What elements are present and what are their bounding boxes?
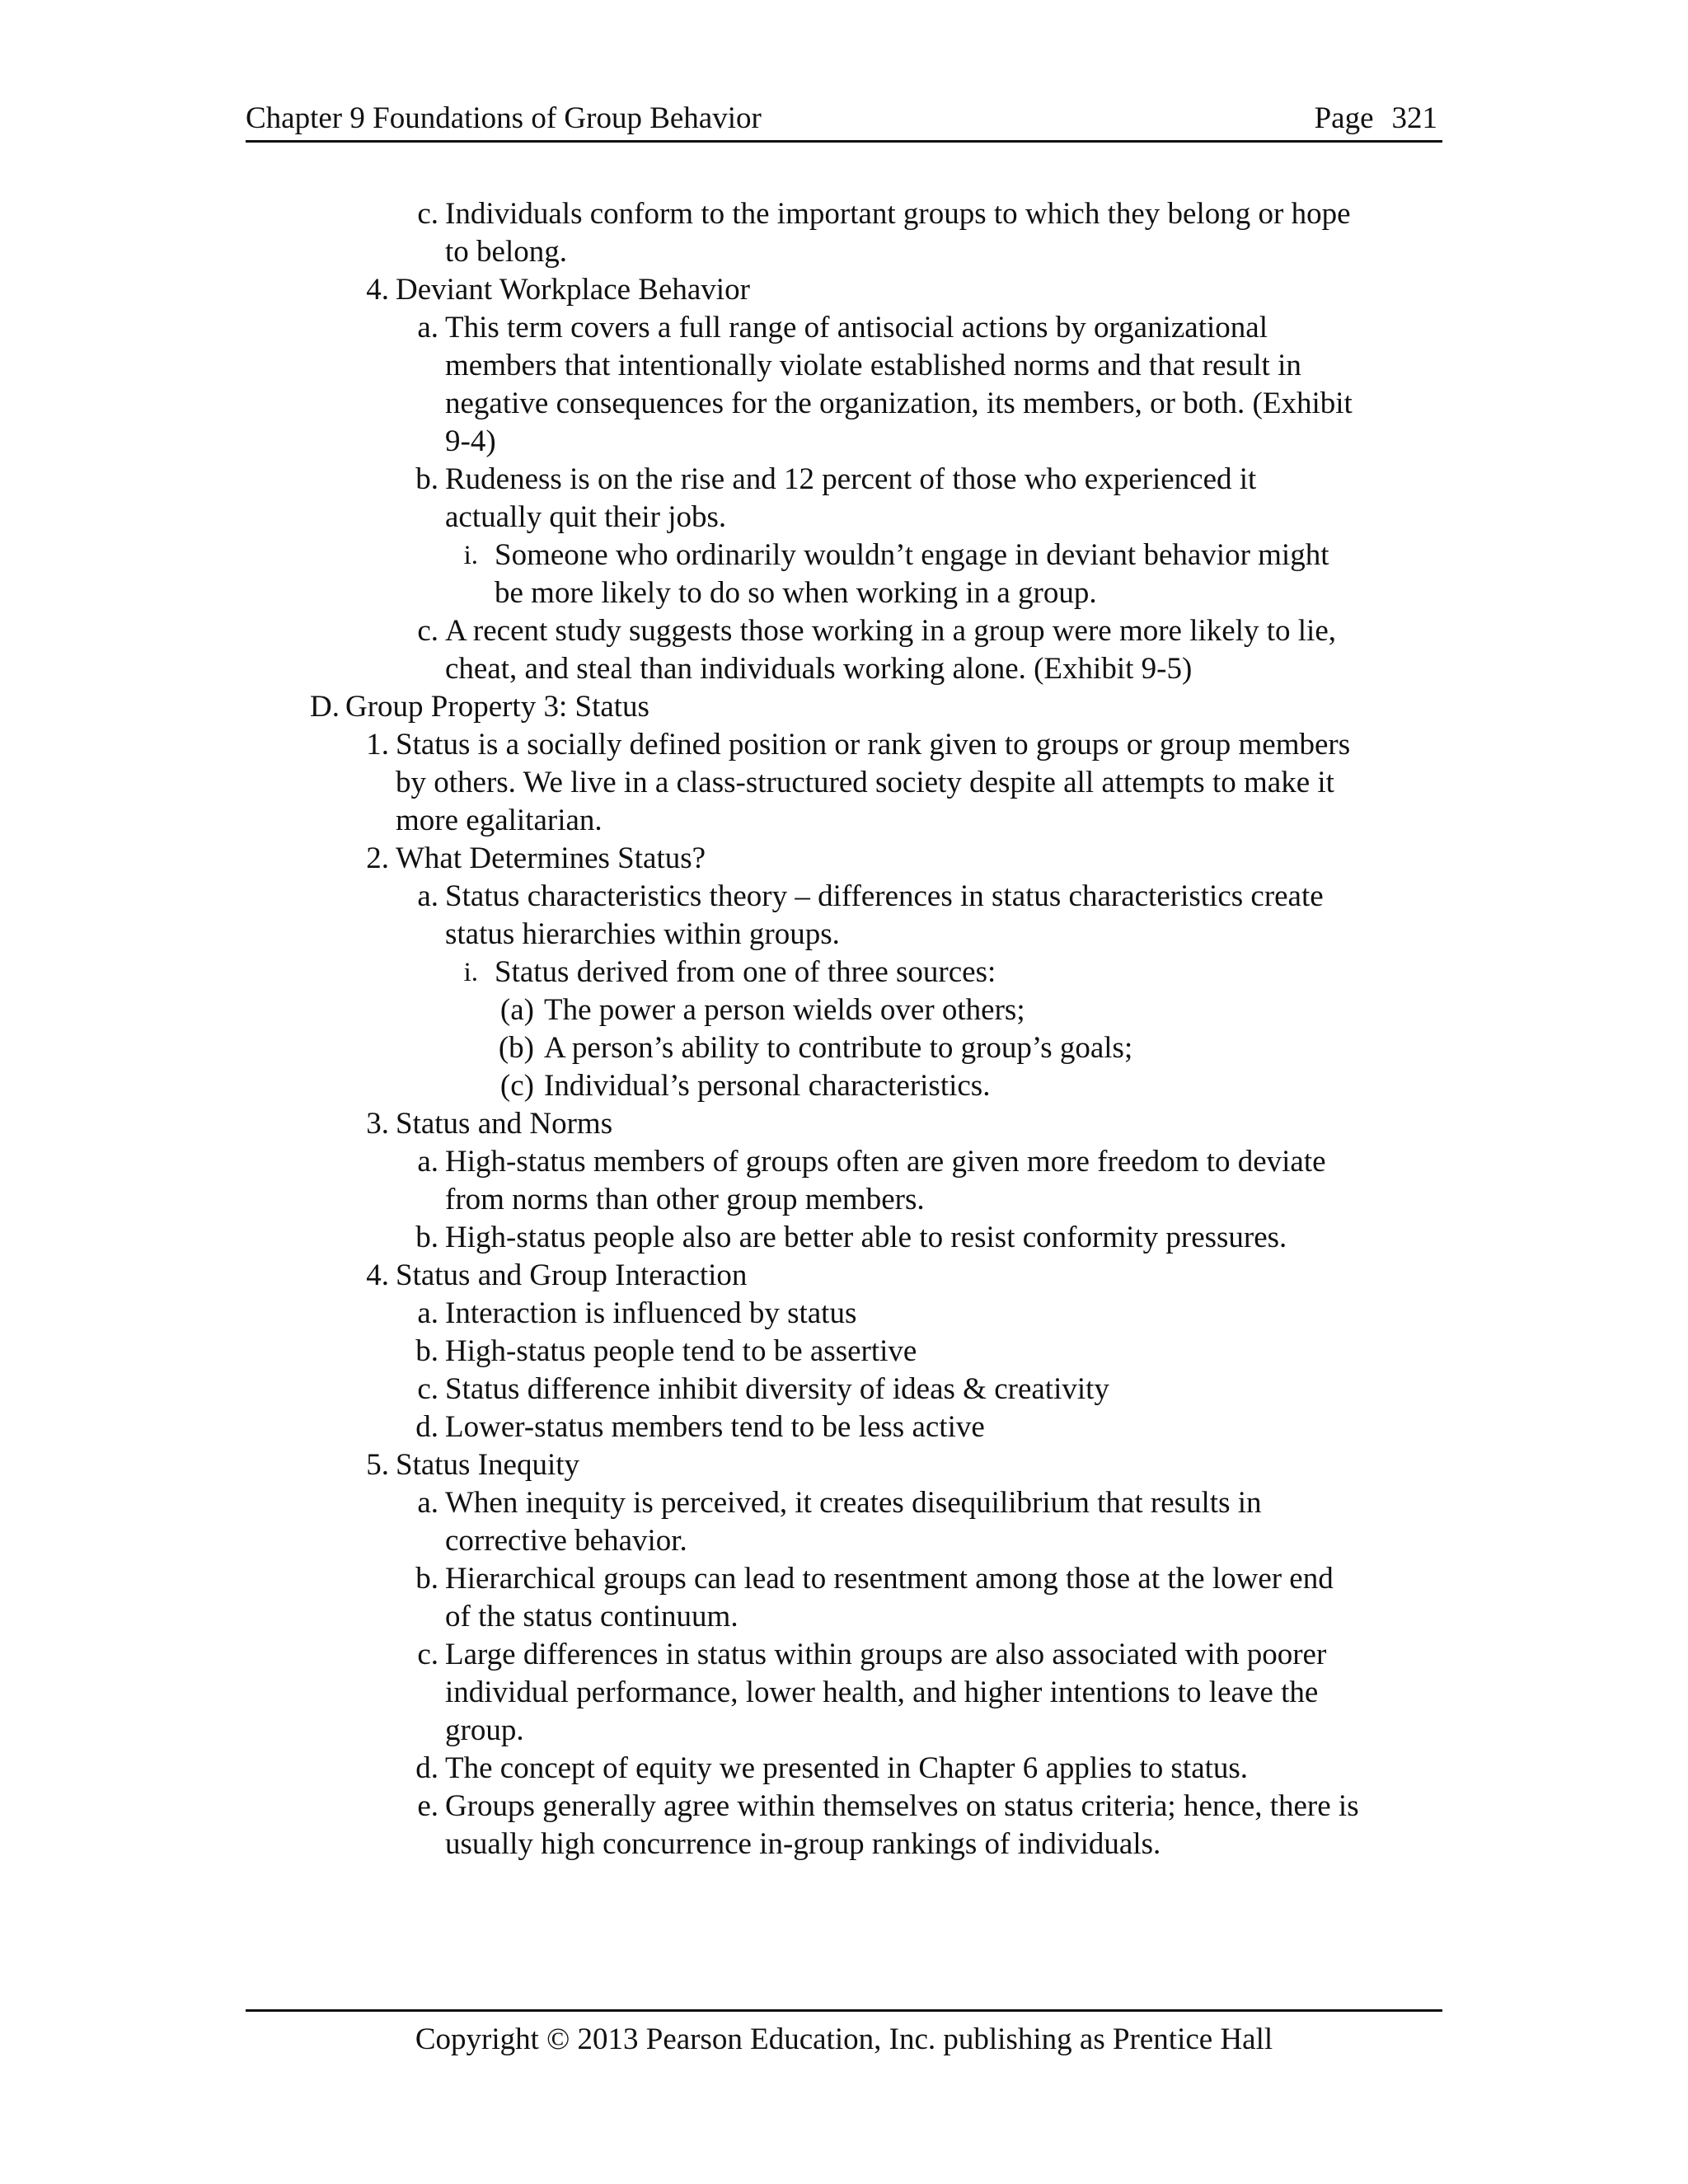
outline-line (0, 1143, 1688, 1181)
list-item-text: Someone who ordinarily wouldn’t engage in deviant behavior might (495, 538, 1329, 572)
outline-line (0, 1181, 1688, 1219)
list-item-text: group. (445, 1713, 524, 1747)
list-item-text: A recent study suggests those working in a group were more likely to lie, (445, 614, 1337, 648)
outline-line (0, 1674, 1688, 1712)
list-marker: a. (417, 1486, 438, 1520)
outline-line (0, 233, 1688, 271)
list-marker: d. (415, 1410, 438, 1444)
outline-line (0, 1712, 1688, 1750)
list-item-text: more egalitarian. (396, 804, 603, 837)
list-marker: 4. (366, 273, 389, 307)
list-marker: c. (417, 1638, 438, 1671)
list-marker: a. (417, 879, 438, 913)
list-item-text: High-status people tend to be assertive (445, 1334, 917, 1368)
list-marker: 5. (366, 1448, 389, 1482)
list-item-text: individual performance, lower health, and higher intentions to leave the (445, 1675, 1319, 1709)
list-item-text: Rudeness is on the rise and 12 percent of those who experienced it (445, 462, 1257, 496)
list-marker: 1. (366, 728, 389, 762)
list-item-text: A person’s ability to contribute to group’s goals; (544, 1031, 1133, 1065)
outline-line (0, 347, 1688, 385)
list-marker: b. (415, 1562, 438, 1596)
outline-line (0, 271, 1688, 309)
list-item-text: This term covers a full range of antisocial actions by organizational (445, 311, 1268, 344)
outline-line (0, 1825, 1688, 1863)
outline-line (0, 537, 1688, 574)
list-marker: e. (417, 1789, 438, 1823)
list-item-text: status hierarchies within groups. (445, 917, 840, 951)
list-marker: (a) (499, 993, 534, 1027)
list-item-text: Interaction is influenced by status (445, 1296, 857, 1330)
list-item-text: Status difference inhibit diversity of ideas & creativity (445, 1372, 1109, 1406)
outline-line (0, 1105, 1688, 1143)
list-item-text: actually quit their jobs. (445, 500, 727, 534)
list-item-text: be more likely to do so when working in a group. (495, 576, 1097, 610)
outline-line (0, 1257, 1688, 1295)
list-item-text: corrective behavior. (445, 1524, 687, 1558)
list-item-text: Status Inequity (396, 1448, 580, 1482)
outline-line (0, 991, 1688, 1029)
outline-line (0, 612, 1688, 650)
list-item-text: Status is a socially defined position or rank given to groups or group members (396, 728, 1351, 762)
list-item-text: Individual’s personal characteristics. (544, 1069, 991, 1103)
outline-line (0, 1484, 1688, 1522)
list-item-text: members that intentionally violate established norms and that result in (445, 349, 1301, 382)
list-item-text: Group Property 3: Status (345, 690, 649, 724)
outline-line (0, 1371, 1688, 1408)
outline-line (0, 1750, 1688, 1788)
outline-line (0, 650, 1688, 688)
outline-line (0, 878, 1688, 916)
list-marker: 2. (366, 841, 389, 875)
list-item-text: Status characteristics theory – differences in status characteristics create (445, 879, 1324, 913)
copyright-notice: Copyright © 2013 Pearson Education, Inc. publishing as Prentice Hall (415, 2022, 1273, 2056)
outline-line (0, 688, 1688, 726)
list-item-text: High-status members of groups often are given more freedom to deviate (445, 1145, 1326, 1179)
list-marker: d. (415, 1751, 438, 1785)
outline-line (0, 385, 1688, 423)
list-item-text: Status derived from one of three sources: (495, 955, 996, 989)
list-marker: b. (415, 462, 438, 496)
outline-line (0, 461, 1688, 499)
page-indicator (1315, 97, 1437, 140)
list-item-text: of the status continuum. (445, 1600, 738, 1633)
list-item-text: usually high concurrence in-group rankings of individuals. (445, 1827, 1161, 1861)
page-label: Page (1314, 101, 1374, 135)
list-item-text: Individuals conform to the important groups to which they belong or hope (445, 197, 1351, 231)
outline-line (0, 1788, 1688, 1825)
list-marker: b. (415, 1221, 438, 1254)
outline-line (0, 1067, 1688, 1105)
outline-line (0, 954, 1688, 991)
list-item-text: 9-4) (445, 424, 496, 458)
outline-line (0, 840, 1688, 878)
list-item-text: High-status people also are better able to resist conformity pressures. (445, 1221, 1287, 1254)
list-item-text: from norms than other group members. (445, 1183, 925, 1216)
chapter-title: Chapter 9 Foundations of Group Behavior (246, 101, 762, 135)
outline-line (0, 1408, 1688, 1446)
page-footer (246, 2009, 1442, 2061)
list-marker: 3. (366, 1107, 389, 1141)
list-item-text: The power a person wields over others; (544, 993, 1025, 1027)
outline-line (0, 802, 1688, 840)
outline-body (0, 195, 1688, 1863)
list-marker: a. (417, 1296, 438, 1330)
list-marker: i. (463, 958, 478, 987)
list-item-text: When inequity is perceived, it creates disequilibrium that results in (445, 1486, 1262, 1520)
outline-line (0, 309, 1688, 347)
list-marker: a. (417, 1145, 438, 1179)
list-item-text: What Determines Status? (396, 841, 706, 875)
outline-line (0, 1333, 1688, 1371)
outline-line (0, 1598, 1688, 1636)
list-item-text: Status and Group Interaction (396, 1258, 748, 1292)
outline-line (0, 1522, 1688, 1560)
list-marker: (c) (499, 1069, 534, 1103)
list-marker: (b) (498, 1031, 534, 1065)
page-header (246, 97, 1442, 143)
list-item-text: Deviant Workplace Behavior (396, 273, 750, 307)
outline-line (0, 1446, 1688, 1484)
list-marker: c. (417, 614, 438, 648)
list-item-text: Groups generally agree within themselves on status criteria; hence, there is (445, 1789, 1359, 1823)
list-item-text: The concept of equity we presented in Chapter 6 applies to status. (445, 1751, 1249, 1785)
outline-line (0, 574, 1688, 612)
list-item-text: cheat, and steal than individuals working alone. (Exhibit 9-5) (445, 652, 1193, 686)
outline-line (0, 1636, 1688, 1674)
list-item-text: Hierarchical groups can lead to resentment among those at the lower end (445, 1562, 1334, 1596)
list-item-text: Lower-status members tend to be less active (445, 1410, 985, 1444)
list-item-text: by others. We live in a class-structured society despite all attempts to make it (396, 766, 1334, 799)
list-marker: a. (417, 311, 438, 344)
outline-line (0, 764, 1688, 802)
list-marker: c. (417, 197, 438, 231)
outline-line (0, 1560, 1688, 1598)
page-number: 321 (1391, 101, 1437, 135)
list-marker: 4. (366, 1258, 389, 1292)
list-item-text: Large differences in status within groups are also associated with poorer (445, 1638, 1327, 1671)
outline-line (0, 1295, 1688, 1333)
outline-line (0, 423, 1688, 461)
list-marker: D. (310, 690, 340, 724)
outline-line (0, 499, 1688, 537)
outline-line (0, 1219, 1688, 1257)
outline-line (0, 916, 1688, 954)
list-item-text: Status and Norms (396, 1107, 613, 1141)
list-item-text: to belong. (445, 235, 567, 269)
list-item-text: negative consequences for the organization, its members, or both. (Exhibit (445, 387, 1353, 420)
list-marker: i. (463, 541, 478, 570)
list-marker: b. (415, 1334, 438, 1368)
outline-line (0, 1029, 1688, 1067)
outline-line (0, 195, 1688, 233)
outline-line (0, 726, 1688, 764)
list-marker: c. (417, 1372, 438, 1406)
